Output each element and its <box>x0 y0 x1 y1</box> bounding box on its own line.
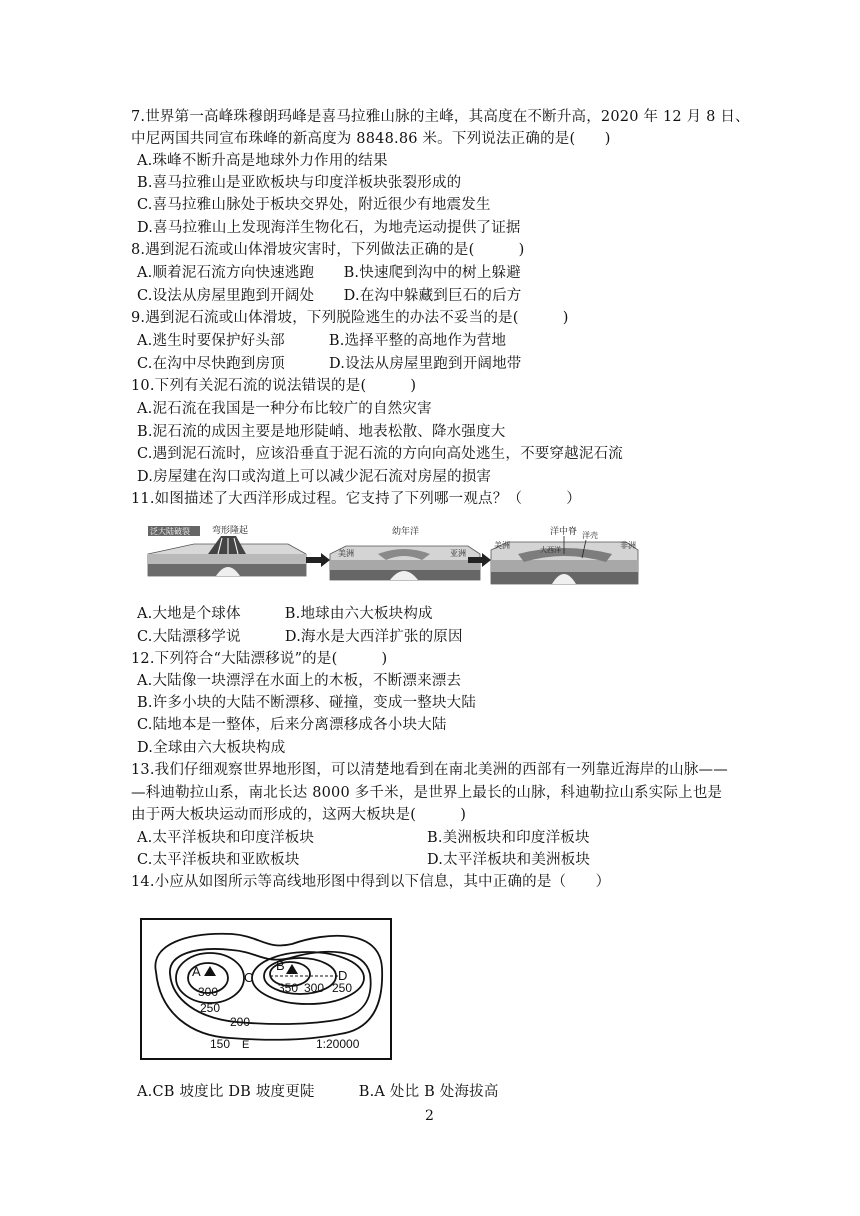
q13-option-a: A.太平洋板块和印度洋板块 <box>137 830 315 846</box>
q13-option-b: B.美洲板块和印度洋板块 <box>427 830 590 846</box>
stage1-label-uplift: 弯形隆起 <box>212 526 249 536</box>
point-c-label: C <box>244 970 254 985</box>
q8-stem: 8.遇到泥石流或山体滑坡灾害时，下列做法正确的是( ) <box>131 242 525 258</box>
q12-option-b: B.许多小块的大陆不断漂移、碰撞，变成一整块大陆 <box>137 695 477 711</box>
q10-stem: 10.下列有关泥石流的说法错误的是( ) <box>131 378 417 394</box>
q11-options-ab: A.大地是个球体 B.地球由六大板块构成 <box>137 606 433 622</box>
q7-option-d: D.喜马拉雅山上发现海洋生物化石，为地壳运动提供了证据 <box>137 220 521 236</box>
stage3-label-atlantic: 大西洋 <box>540 546 561 554</box>
stage1-block <box>148 524 306 576</box>
stage3-label-america: 美洲 <box>494 541 510 550</box>
page-number: 2 <box>425 1108 434 1124</box>
right-arrow-icon <box>306 553 330 567</box>
atlantic-formation-figure <box>146 524 640 590</box>
stage1-label-breakup: 泛大陆破裂 <box>150 527 190 536</box>
q13-stem-line1: 13.我们仔细观察世界地形图，可以清楚地看到在南北美洲的西部有一列靠近海岸的山脉—— <box>131 762 728 778</box>
point-d-label: D <box>338 968 348 983</box>
contour-label-350: 350 <box>278 981 299 995</box>
q9-options-ab: A.逃生时要保护好头部 B.选择平整的高地作为营地 <box>137 333 507 349</box>
point-a-label: A <box>192 964 201 979</box>
stage3-block <box>491 525 638 584</box>
q13-stem-line2: —科迪勒拉山系，南北长达 8000 多千米，是世界上最长的山脉，科迪勒拉山系实际上也是 <box>131 785 723 801</box>
contour-label-300-b: 300 <box>304 981 325 995</box>
q12-option-d: D.全球由六大板块构成 <box>137 740 286 756</box>
q11-stem: 11.如图描述了大西洋形成过程。它支持了下列哪一观点？（ ） <box>131 491 581 507</box>
contour-label-200: 200 <box>230 1015 251 1029</box>
q12-option-c: C.陆地本是一整体，后来分离漂移成各小块大陆 <box>137 717 447 733</box>
stage2-label-asia: 亚洲 <box>450 549 466 558</box>
q14-stem: 14.小应从如图所示等高线地形图中得到以下信息，其中正确的是（ ） <box>131 874 611 890</box>
stage3-label-africa: 非洲 <box>620 541 636 550</box>
q13-option-d: D.太平洋板块和美洲板块 <box>427 852 591 868</box>
q8-options-cd: C.设法从房屋里跑到开阔处 D.在沟中躲藏到巨石的后方 <box>137 288 522 304</box>
stage3-label-crust: 洋壳 <box>582 531 598 540</box>
q9-options-cd: C.在沟中尽快跑到房顶 D.设法从房屋里跑到开阔地带 <box>137 356 522 372</box>
stage2-label-america: 美洲 <box>338 549 354 558</box>
q10-option-c: C.遇到泥石流时，应该沿垂直于泥石流的方向向高处逃生，不要穿越泥石流 <box>137 446 623 462</box>
point-e-label: E <box>242 1039 250 1051</box>
q10-option-a: A.泥石流在我国是一种分布比较广的自然灾害 <box>137 401 432 417</box>
q12-option-a: A.大陆像一块漂浮在水面上的木板，不断漂来漂去 <box>137 673 462 689</box>
contour-label-250-a: 250 <box>200 1001 221 1015</box>
q12-stem: 12.下列符合“大陆漂移说”的是( ) <box>131 651 388 667</box>
q8-options-ab: A.顺着泥石流方向快速逃跑 B.快速爬到沟中的树上躲避 <box>137 265 521 281</box>
q7-stem-line1: 7.世界第一高峰珠穆朗玛峰是喜马拉雅山脉的主峰，其高度在不断升高，2020 年 12 月 8 日、 <box>131 109 750 125</box>
contour-label-300-a: 300 <box>198 985 219 999</box>
map-scale: 1:20000 <box>316 1037 360 1051</box>
q13-option-c: C.太平洋板块和亚欧板块 <box>137 852 300 868</box>
q7-option-a: A.珠峰不断升高是地球外力作用的结果 <box>137 153 388 169</box>
q10-option-b: B.泥石流的成因主要是地形陡峭、地表松散、降水强度大 <box>137 424 506 440</box>
q7-option-b: B.喜马拉雅山是亚欧板块与印度洋板块张裂形成的 <box>137 175 462 191</box>
q10-option-d: D.房屋建在沟口或沟道上可以减少泥石流对房屋的损害 <box>137 469 492 485</box>
q7-option-c: C.喜马拉雅山脉处于板块交界处，附近很少有地震发生 <box>137 197 491 213</box>
q14-options-ab: A.CB 坡度比 DB 坡度更陡 B.A 处比 B 处海拔高 <box>137 1084 499 1100</box>
stage3-label-ridge: 洋中脊 <box>550 527 578 537</box>
contour-label-250-b: 250 <box>332 981 353 995</box>
point-b-label: B <box>276 958 285 973</box>
q13-stem-line3: 由于两大板块运动而形成的，这两大板块是( ) <box>131 807 467 823</box>
q7-stem-line2: 中尼两国共同宣布珠峰的新高度为 8848.86 米。下列说法正确的是( ) <box>131 131 611 147</box>
contour-map-figure <box>140 918 392 1060</box>
q9-stem: 9.遇到泥石流或山体滑坡，下列脱险逃生的办法不妥当的是( ) <box>131 310 569 326</box>
stage2-block <box>330 525 480 580</box>
q11-options-cd: C.大陆漂移学说 D.海水是大西洋扩张的原因 <box>137 629 463 645</box>
contour-label-150: 150 <box>210 1037 231 1051</box>
stage2-label-young-ocean: 幼年洋 <box>392 527 420 537</box>
